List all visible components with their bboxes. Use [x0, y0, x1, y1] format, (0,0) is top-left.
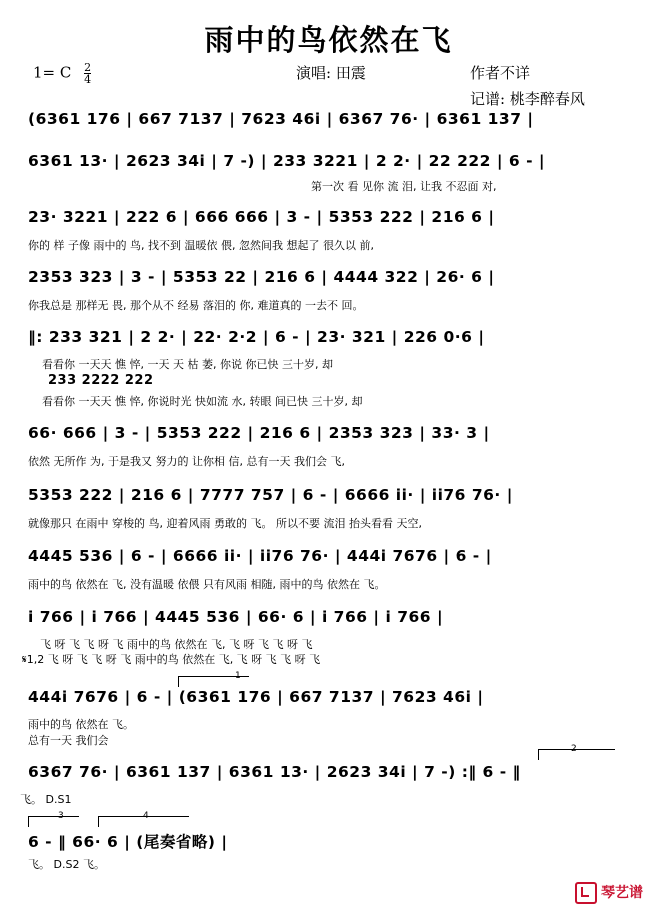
time-denominator: 4: [84, 73, 92, 86]
notation-line: 5353 222 | 216 6 | 7777 757 | 6 - | 6666 ii· | ii76 76· |: [28, 486, 513, 504]
lyric-line: 雨中的鸟 依然在 飞。: [28, 718, 134, 731]
lyric-line: 你我总是 那样无 畏, 那个从不 经易 落泪的 你, 难道真的 一去不 回。: [28, 299, 364, 312]
volta-number-1: 1: [235, 671, 241, 681]
key-signature: [33, 62, 91, 85]
recorder-credit: 记谱: 桃李醉春风: [470, 90, 585, 108]
lyric-line: 第一次 看 见你 流 泪, 让我 不忍面 对,: [311, 180, 497, 193]
notation-line: 6367 76· | 6361 137 | 6361 13· | 2623 34i | 7 -) :‖ 6 - ‖: [28, 763, 521, 781]
lyric-line: 雨中的鸟 依然在 飞, 没有温暖 依偎 只有风雨 相随, 雨中的鸟 依然在 飞。: [28, 578, 386, 591]
lyric-line: 总有一天 我们会: [28, 734, 109, 747]
page-title: 雨中的鸟依然在飞: [204, 23, 453, 57]
notation-line-alt: 233 2222 222: [48, 373, 154, 388]
notation-line: (6361 176 | 667 7137 | 7623 46i | 6367 76· | 6361 137 |: [28, 110, 534, 128]
notation-line: 6 - ‖ 66· 6 | (尾奏省略) |: [28, 833, 228, 851]
watermark-logo: [575, 882, 643, 904]
logo-icon: [575, 882, 597, 904]
composer-credit: 作者不详: [470, 64, 531, 82]
lyric-line: 飞。 D.S1: [20, 793, 72, 806]
singer-credit: 演唱: 田震: [296, 64, 366, 82]
key-label: 1= C: [33, 63, 72, 82]
notation-line: i 766 | i 766 | 4445 536 | 66· 6 | i 766 | i 766 |: [28, 608, 444, 626]
lyric-line: 飞。 D.S2 飞。: [28, 858, 105, 871]
lyric-line-segno: 𝄋1,2 飞 呀 飞 飞 呀 飞 雨中的鸟 依然在 飞, 飞 呀 飞 飞 呀 飞: [22, 653, 321, 666]
lyric-line: 看看你 一天天 憔 悴, 你说时光 快如流 水, 转眼 间已快 三十岁, 却: [42, 395, 363, 408]
volta-number-3: 3: [58, 811, 64, 821]
notation-line: 23· 3221 | 222 6 | 666 666 | 3 - | 5353 222 | 216 6 |: [28, 208, 495, 226]
volta-bracket-3: [28, 816, 79, 827]
volta-number-4: 4: [143, 811, 149, 821]
notation-line: 2353 323 | 3 - | 5353 22 | 216 6 | 4444 322 | 26· 6 |: [28, 268, 495, 286]
watermark-text: 琴艺谱: [601, 885, 643, 901]
lyric-line: 就像那只 在雨中 穿梭的 鸟, 迎着风雨 勇敢的 飞。 所以不要 流泪 抬头看看 天空,: [28, 517, 422, 530]
time-signature: [84, 62, 91, 85]
lyric-line: 你的 样 子像 雨中的 鸟, 找不到 温暖依 偎, 忽然间我 想起了 很久以 前,: [28, 239, 374, 252]
notation-line: 444i 7676 | 6 - | (6361 176 | 667 7137 | 7623 46i |: [28, 688, 484, 706]
time-numerator: 2: [84, 61, 92, 74]
notation-line: 4445 536 | 6 - | 6666 ii· | ii76 76· | 444i 7676 | 6 - |: [28, 547, 492, 565]
lyric-line: 飞 呀 飞 飞 呀 飞 雨中的鸟 依然在 飞, 飞 呀 飞 飞 呀 飞: [40, 638, 313, 651]
notation-line: 66· 666 | 3 - | 5353 222 | 216 6 | 2353 323 | 33· 3 |: [28, 424, 490, 442]
lyric-line: 依然 无所作 为, 于是我又 努力的 让你相 信, 总有一天 我们会 飞,: [28, 455, 345, 468]
notation-line: 6361 13· | 2623 34i | 7 -) | 233 3221 | 2 2· | 22 222 | 6 - |: [28, 152, 546, 170]
volta-number-2: 2: [571, 744, 577, 754]
notation-line: ‖: 233 321 | 2 2· | 22· 2·2 | 6 - | 23· 321 | 226 0·6 |: [28, 328, 485, 346]
lyric-line: 看看你 一天天 憔 悴, 一天 天 枯 萎, 你说 你已快 三十岁, 却: [42, 358, 333, 371]
